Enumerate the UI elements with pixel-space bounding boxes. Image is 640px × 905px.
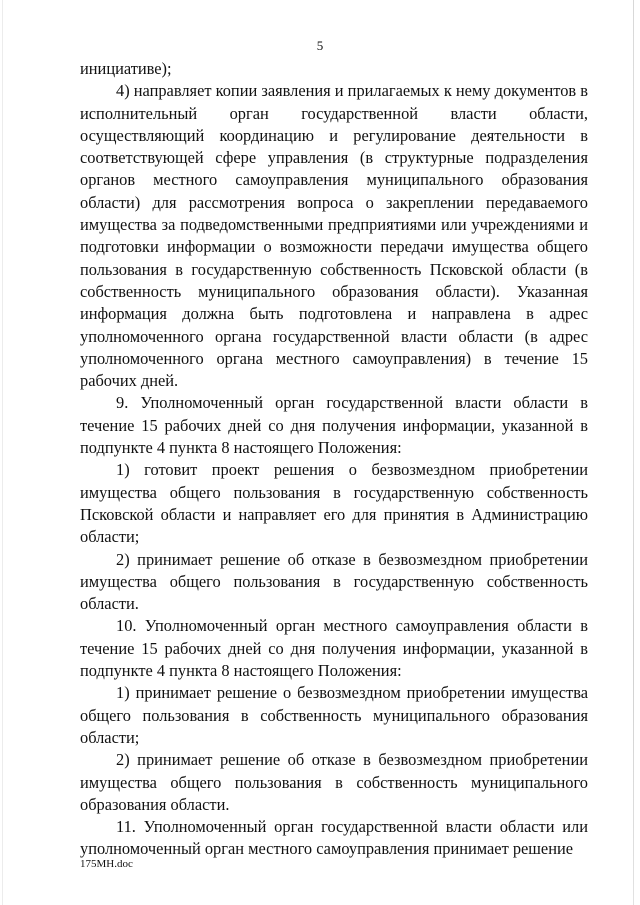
paragraph: 2) принимает решение об отказе в безвозмездном приобретении имущества общего пользования в государственную собственность области. xyxy=(80,549,588,614)
paragraph: инициативе); xyxy=(80,59,172,78)
paragraph: 4) направляет копии заявления и прилагаемых к нему документов в исполнительный орган государственной власти области, осуществляющий координацию и регулирование деятельности в соответствующей сфере управления (в структурные подразделения органов местного самоуправления муниципального образования области) для рассмотрения вопроса о закреплении передаваемого имущества за подведомственными предприятиями или учреждениями и подготовки информации о возможности передачи имущества общего пользования в государственную собственность Псковской области (в собственность муниципального образования области). Указанная информация должна быть подготовлена и направлена в адрес уполномоченного органа государственной власти области (в адрес уполномоченного органа местного самоуправления) в течение 15 рабочих дней. xyxy=(80,81,588,391)
paragraph: 2) принимает решение об отказе в безвозмездном приобретении имущества общего пользования в собственность муниципального образования области. xyxy=(80,750,588,814)
paragraph: 9. Уполномоченный орган государственной власти области в течение 15 рабочих дней со дня получения информации, указанной в подпункте 4 пункта 8 настоящего Положения: xyxy=(80,393,588,458)
scan-edge-left xyxy=(2,0,3,905)
paragraph: 10. Уполномоченный орган местного самоуправления области в течение 15 рабочих дней со дня получения информации, указанной в подпункте 4 пункта 8 настоящего Положения: xyxy=(80,616,588,681)
scan-edge-right xyxy=(633,0,634,905)
paragraph: 1) принимает решение о безвозмездном приобретении имущества общего пользования в собственность муниципального образования области; xyxy=(80,683,588,747)
paragraph: 11. Уполномоченный орган государственной власти области или уполномоченный орган местного самоуправления принимает решение xyxy=(80,817,588,859)
page-number: 5 xyxy=(316,38,324,53)
paragraph: 1) готовит проект решения о безвозмездном приобретении имущества общего пользования в государственную собственность Псковской области и направляет его для принятия в Администрацию области; xyxy=(80,460,588,547)
document-body xyxy=(80,58,588,861)
footer-filename: 175МН.doc xyxy=(80,858,133,870)
